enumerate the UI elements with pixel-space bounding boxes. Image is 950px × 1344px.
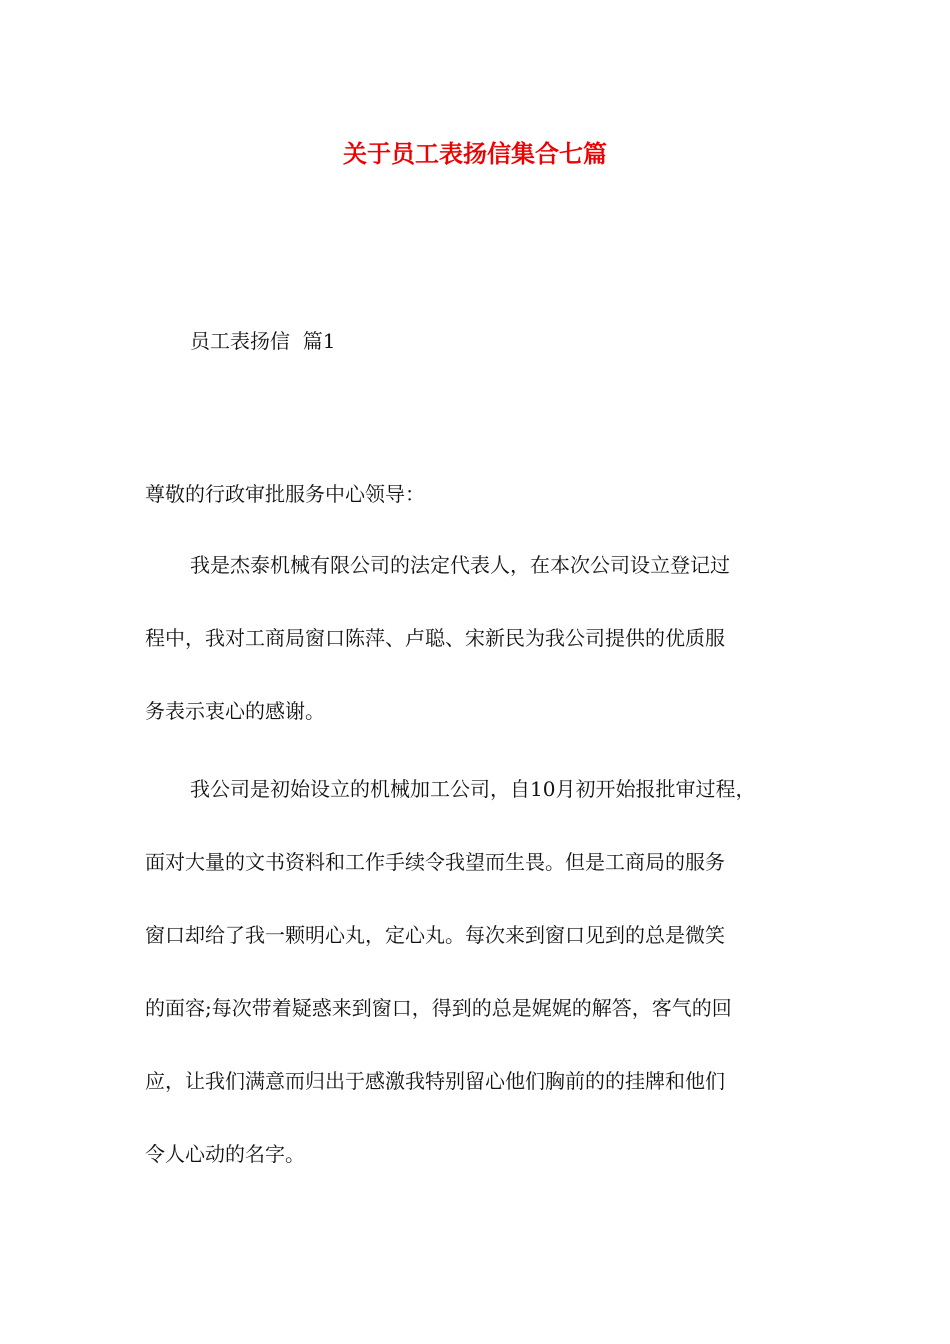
section-heading: 员工表扬信 篇1 — [190, 329, 336, 353]
paragraph-line: 我是杰泰机械有限公司的法定代表人，在本次公司设立登记过 — [190, 553, 730, 577]
paragraph-2 — [145, 772, 845, 1210]
document-title: 关于员工表扬信集合七篇 — [343, 140, 607, 168]
paragraph-line: 的面容;每次带着疑惑来到窗口，得到的总是娓娓的解答，客气的回 — [145, 996, 732, 1020]
paragraph-line: 务表示衷心的感谢。 — [145, 699, 325, 723]
paragraph-line: 程中，我对工商局窗口陈萍、卢聪、宋新民为我公司提供的优质服 — [145, 626, 725, 650]
paragraph-1 — [145, 548, 845, 767]
paragraph-line: 面对大量的文书资料和工作手续令我望而生畏。但是工商局的服务 — [145, 850, 725, 874]
paragraph-line: 令人心动的名字。 — [145, 1142, 305, 1166]
paragraph-line: 应，让我们满意而归出于感激我特别留心他们胸前的的挂牌和他们 — [145, 1069, 725, 1093]
paragraph-line: 我公司是初始设立的机械加工公司，自10月初开始报批审过程， — [190, 777, 756, 801]
paragraph-line: 窗口却给了我一颗明心丸，定心丸。每次来到窗口见到的总是微笑 — [145, 923, 725, 947]
salutation: 尊敬的行政审批服务中心领导： — [145, 482, 425, 506]
